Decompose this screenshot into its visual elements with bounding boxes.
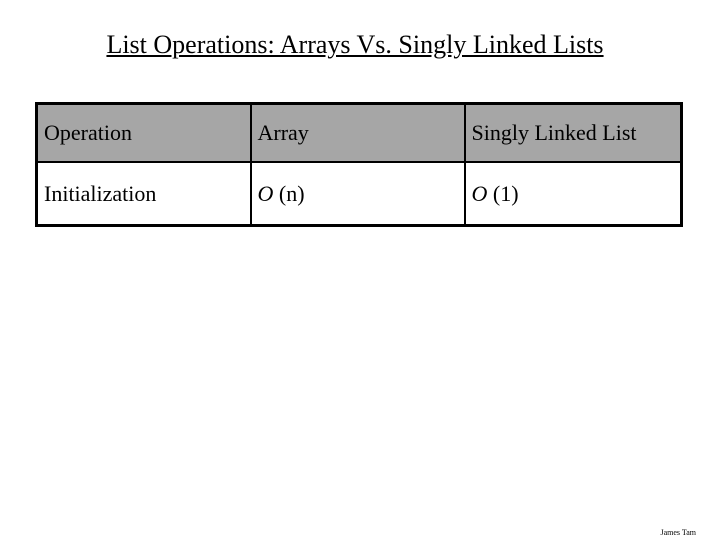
complexity-value: (1) bbox=[492, 180, 519, 206]
cell-linked-list-complexity bbox=[465, 162, 682, 226]
table-header-row bbox=[37, 104, 682, 163]
header-array: Array bbox=[251, 104, 465, 163]
cell-array-complexity bbox=[251, 162, 465, 226]
big-o-notation: O bbox=[257, 180, 274, 206]
table-row bbox=[37, 162, 682, 226]
cell-operation: Initialization bbox=[37, 162, 251, 226]
slide-title: List Operations: Arrays Vs. Singly Linked Lists bbox=[106, 30, 604, 59]
big-o-notation: O bbox=[471, 180, 488, 206]
footer-author: James Tam bbox=[660, 528, 696, 537]
header-singly-linked-list: Singly Linked List bbox=[465, 104, 682, 163]
comparison-table bbox=[35, 102, 683, 227]
complexity-value: (n) bbox=[278, 180, 305, 206]
header-operation: Operation bbox=[37, 104, 251, 163]
